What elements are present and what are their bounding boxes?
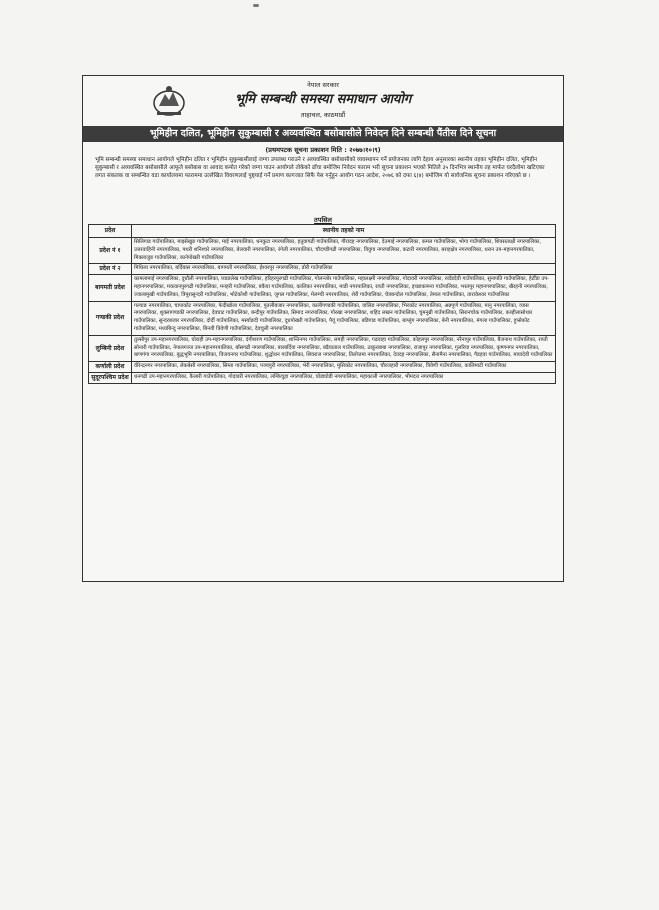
table-row (89, 301, 556, 335)
province-column-header: प्रदेश (89, 225, 132, 238)
table-row (89, 264, 556, 275)
province-cell: लुम्बिनी प्रदेश (89, 335, 132, 361)
units-cell: तुल्सीपुर उप-महानगरपालिका, घोराही उप-महानगरपालिका, दंगीशरण गाउँपालिका, शान्तिनगर गाउँपालिका, लमही नगरपालिका, गढवाहा गाउँपालिका, कोहलपुर नगरपालिका, नरैनापुर गाउँपालिका, बैजनाथ गाउँपालिका, राप्ती सोनारी गाउँपालिका, नेपालगञ्ज उप-महानगरपालिका, बाँसगढी नगरपालिका, बारबर्दिया नगरपालिका, बढैयाताल गाउँपालिका, ठाकुरबाबा नगरपालिका, राजापुर नगरपालिका, गुलरिया नगरपालिका, कृष्णनगर नगरपालिका, बाणगंगा नगरपालिका, बुद्धभूमि नगरपालिका, विजयनगर गाउँपालिका, शुद्धोधन गाउँपालिका, शिवराज नगरपालिका, तिलोत्तमा नगरपालिका, देवदह नगरपालिका, सैनामैना नगरपालिका, गैडहवा गाउँपालिका, मायादेवी गाउँपालिका (132, 335, 556, 361)
local-units-table (88, 224, 556, 384)
notice-header (83, 76, 563, 126)
units-cell: वीरेन्द्रनगर नगरपालिका, लेकबेसी नगरपालिका, सिम्ता गाउँपालिका, पञ्चपुरी नगरपालिका, भेरी नगरपालिका, मुसिकोट नगरपालिका, चौरजहारी नगरपालिका, त्रिवेणी गाउँपालिका, कालिमाटी गाउँपालिका (132, 362, 556, 373)
notice-banner: भूमिहीन दलित, भूमिहीन सुकुम्बासी र अव्यवस्थित बसोबासीले निवेदन दिने सम्बन्धी पैंतीस दिने सूचना (83, 126, 563, 142)
province-cell: कर्णाली प्रदेश (89, 362, 132, 373)
organization-title: भूमि सम्बन्धी समस्या समाधान आयोग (234, 92, 412, 107)
province-cell: प्रदेश नं २ (89, 264, 132, 275)
table-row (89, 362, 556, 373)
units-column-header: स्थानीय तहको नाम (132, 225, 556, 238)
government-label: नेपाल सरकार (307, 81, 339, 89)
province-cell: बागमती प्रदेश (89, 275, 132, 301)
table-header-row (89, 225, 556, 238)
table-row (89, 335, 556, 361)
publication-date: (प्रथमपटक सूचना प्रकाशन मिति : २०७७।१०।९) (265, 146, 381, 154)
table-row (89, 372, 556, 383)
units-cell: कामलामाई नगरपालिका, दुधौली नगरपालिका, घ्याङलेख गाउँपालिका, हरिहरपुरगढी गाउँपालिका, गोलन्जोर गाउँपालिका, महालक्ष्मी नगरपालिका, गोदावरी नगरपालिका, रवाँडदेवी गाउँपालिका, सुनापति गाउँपालिका, हेटौँडा उप-महानगरपालिका, मकवानपुरगढी गाउँपालिका, मनहरी गाउँपालिका, बकैया गाउँपालिका, कालिका नगरपालिका, माडी नगरपालिका, राप्ती नगरपालिका, इच्छाकामना गाउँपालिका, भरतपुर महानगरपालिका, खैरहनी नगरपालिका, ज्वालामुखी गाउँपालिका, त्रिपुरासुन्दरी गाउँपालिका, भोटेकोशी गाउँपालिका, जुगल गाउँपालिका, मेलम्ची नगरपालिका, शेरी गाउँपालिका, चेत्रबन्दोल गाउँपालिका, तेमाल गाउँपालिका, ताराकेश्वर गाउँपालिका (132, 275, 556, 301)
province-cell: गण्डकी प्रदेश (89, 301, 132, 335)
province-cell: सुदूरपश्चिम प्रदेश (89, 372, 132, 383)
units-cell: धनगढी उप-महानगरपालिका, कैलारी गाउँपालिका, गोदावरी नगरपालिका, लम्किचुहा नगरपालिका, घोडाघोडी नगरपालिका, महाकाली नगरपालिका, भीमदत्त नगरपालिका (132, 372, 556, 383)
units-cell: गल्याङ नगरपालिका, चापाकोट नगरपालिका, फेदीखोला गाउँपालिका, पुतलीबजार नगरपालिका, कालीगण्डकी गाउँपालिका, वालिङ नगरपालिका, भिरकोट नगरपालिका, अन्नपूर्ण गाउँपालिका, मानु नगरपालिका, व्यास नगरपालिका, शुक्लागण्डकी नगरपालिका, देवघाट गाउँपालिका, बन्दीपुर गाउँपालिका, सिमाद नगरपालिका, गोरखा नगरपालिका, शहिद लखन गाउँपालिका, चुमनुब्री गाउँपालिका, सिरानचोक गाउँपालिका, कब्हीलासोथार गाउँपालिका, सुन्दरबजार नगरपालिका, दोर्दी गाउँपालिका, मर्स्याङदी गाउँपालिका, दूधपोखरी गाउँपालिका, पैयूं गाउँपालिका, बडिगाड गाउँपालिका, बाग्लुंग नगरपालिका, बेनी नगरपालिका, मंगला गाउँपालिका, हुप्सेकोट गाउँपालिका, मध्यबिन्दु नगरपालिका, बिनयी त्रिवेणी गाउँपालिका, देवचुली नगरपालिका (132, 301, 556, 335)
province-cell: प्रदेश नं १ (89, 238, 132, 264)
units-cell: मिथिला नगरपालिका, बर्दिबास नगरपालिका, बागमती नगरपालिका, ईश्वरपुर नगरपालिका, डोरी गाउँपालिका (132, 264, 556, 275)
table-row (89, 275, 556, 301)
scan-speck (253, 4, 259, 7)
organization-address: ताहाचल, काठमाडौं (300, 111, 346, 119)
table-row (89, 238, 556, 264)
units-cell: सिलिगाड गाउँपालिका, माइसेखुङ गाउँपालिका, माई नगरपालिका, धनकुटा नगरपालिका, हतुवागढी गाउँपालिका, गौरादह नगरपालिका, देउमाई नगरपालिका, कमल गाउँपालिका, भाेगा गाउँपालिका, शिवसताक्षी नगरपालिका, उत्तरवाहिनी नगरपालिका, पथरी शनिश्चरे नगरपालिका, बेलवारी नगरपालिका, रंगेली नगरपालिका, चौदण्डीगढी नगरपालिका, त्रियुगा नगरपालिका, कटारी नगरपालिका, बराहक्षेत्र नगरपालिका, धरान उप-महानगरपालिका, मिक्लाजुङ गाउँपालिका, कानेपोखरी गाउँपालिका (132, 238, 556, 264)
notice-paragraph: भूमि सम्बन्धी समस्या समाधान आयोगले भूमिहीन दलित र भूमिहीन सुकुम्बासीलाई जग्गा उपलब्ध गराउने र अव्यवस्थित बसोबासीको व्यवस्थापन गर्ने प्रयोजनका लागि देहाय अनुसारका स्थानीय तहका भूमिहीन दलित, भूमिहीन सुकुम्बासी र अव्यवस्थित बसोबासीले आफूले बसोबास वा आवाद कमोत गरेको जग्गा पाउन आयोगले तोकेको ढाँचा बमोजिम निवेदन फाराम भरी सूचना प्रकाशन भएको मितिले ३५ दिनभित्र स्थानीय तह मार्फत घरदैलोमा खटिएका लगत संकलक वा सम्बन्धित वडा कार्यालयमा फाराममा उल्लेखित विवरणलाई पुष्ट्याई गर्ने प्रमाण कागजात सिफै पेस गर्नुहुन आयोग गठन आदेश, २०७६ को दफा ६(४) बमोजिम यो सार्वजनिक सूचना प्रकाशन गरिएको छ । (95, 157, 545, 180)
annex-title: तपसिल (314, 216, 332, 224)
notice-document (82, 75, 564, 582)
